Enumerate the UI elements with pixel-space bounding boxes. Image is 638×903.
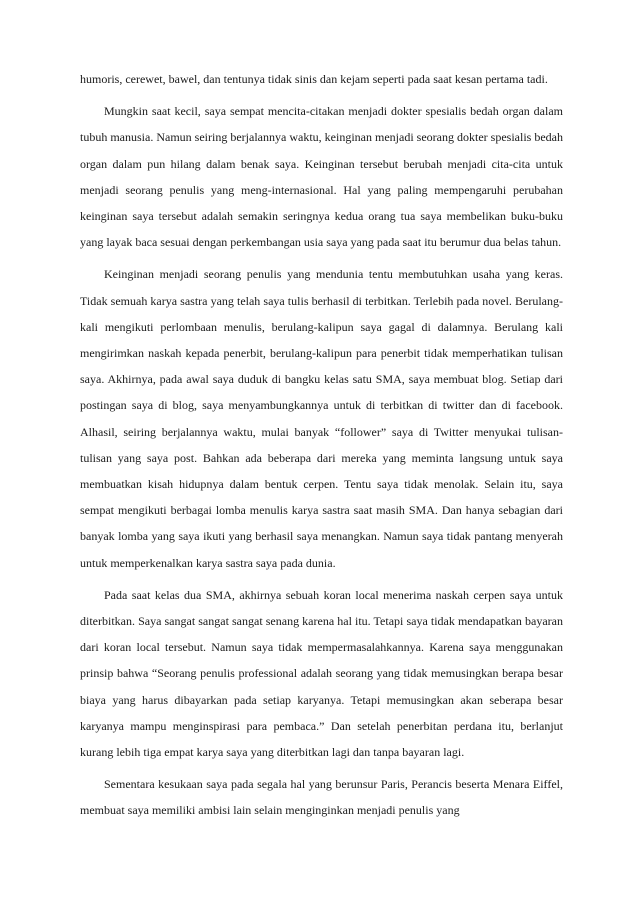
document-body — [80, 66, 563, 830]
paragraph-1: humoris, cerewet, bawel, dan tentunya tidak sinis dan kejam seperti pada saat kesan pertama tadi. — [80, 72, 548, 86]
paragraph-2: Mungkin saat kecil, saya sempat mencita-citakan menjadi dokter spesialis bedah organ dalam tubuh manusia. Namun seiring berjalannya waktu, keinginan menjadi seorang dokter spesialis bedah organ dalam pun hilang dalam benak saya. Keinginan tersebut berubah menjadi cita-cita untuk menjadi seorang penulis yang meng-internasional. Hal yang paling mempengaruhi perubahan keinginan saya tersebut adalah semakin seringnya kedua orang tua saya membelikan buku-buku yang layak baca sesuai dengan perkembangan usia saya yang pada saat itu berumur dua belas tahun. — [80, 104, 563, 250]
paragraph-4: Pada saat kelas dua SMA, akhirnya sebuah koran local menerima naskah cerpen saya untuk diterbitkan. Saya sangat sangat sangat senang karena hal itu. Tetapi saya tidak mendapatkan bayaran dari koran local tersebut. Namun saya tidak mempermasalahkannya. Karena saya menggunakan prinsip bahwa “Seorang penulis professional adalah seorang yang tidak memusingkan berapa besar biaya yang harus dibayarkan pada setiap karyanya. Tetapi memusingkan akan seberapa besar karyanya mampu menginspirasi para pembaca.” Dan setelah penerbitan perdana itu, berlanjut kurang lebih tiga empat karya saya yang diterbitkan lagi dan tanpa bayaran lagi. — [80, 587, 563, 760]
paragraph-3: Keinginan menjadi seorang penulis yang mendunia tentu membutuhkan usaha yang keras. Tidak semuah karya sastra yang telah saya tulis berhasil di terbitkan. Terlebih pada novel. Berulang-kali mengikuti perlombaan menulis, berulang-kalipun saya gagal di dalamnya. Berulang kali mengirimkan naskah kepada penerbit, berulang-kalipun para penerbit tidak memperhatikan tulisan saya. Akhirnya, pada awal saya duduk di bangku kelas satu SMA, saya membuat blog. Setiap dari postingan saya di blog, saya menyambungkannya untuk di terbitkan di twitter dan di facebook. Alhasil, seiring berjalannya waktu, mulai banyak “follower” saya di Twitter menyukai tulisan-tulisan yang saya post. Bahkan ada beberapa dari mereka yang meminta langsung untuk saya membuatkan kisah hidupnya dalam bentuk cerpen. Tentu saya tidak menolak. Selain itu, saya sempat mengikuti berbagai lomba menulis karya sastra saat masih SMA. Dan hanya sebagian dari banyak lomba yang saya ikuti yang berhasil saya menangkan. Namun saya tidak pantang menyerah untuk memperkenalkan karya sastra saya pada dunia. — [80, 267, 563, 570]
paragraph-5: Sementara kesukaan saya pada segala hal yang berunsur Paris, Perancis beserta Menara Eiffel, membuat saya memiliki ambisi lain selain menginginkan menjadi penulis yang — [80, 777, 563, 818]
